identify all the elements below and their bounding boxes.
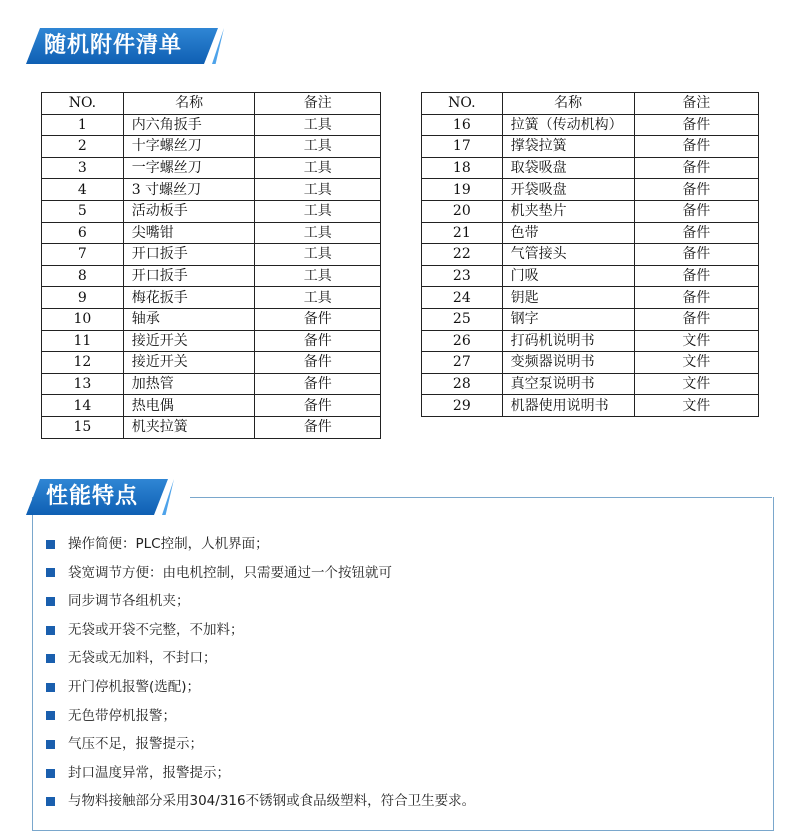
feature-item (46, 673, 475, 702)
table-row (42, 330, 381, 352)
features-list (46, 530, 475, 816)
cell-note: 工具 (255, 136, 381, 158)
cell-no: 23 (422, 265, 503, 287)
feature-item (46, 787, 475, 816)
features-frame-topline (190, 497, 772, 498)
table-row (42, 395, 381, 417)
feature-item (46, 730, 475, 759)
table-row (42, 200, 381, 222)
cell-name: 开口扳手 (123, 265, 255, 287)
table-row (422, 352, 759, 374)
cell-no: 10 (42, 308, 124, 330)
cell-note: 文件 (634, 330, 758, 352)
feature-text: 袋宽调节方便：由电机控制，只需要通过一个按钮就可 (68, 564, 392, 581)
cell-no: 7 (42, 244, 124, 266)
cell-name: 拉簧（传动机构） (502, 114, 634, 136)
cell-no: 2 (42, 136, 124, 158)
table-row (422, 308, 759, 330)
cell-name: 气管接头 (502, 244, 634, 266)
cell-name: 撑袋拉簧 (502, 136, 634, 158)
table-row (422, 373, 759, 395)
cell-name: 梅花扳手 (123, 287, 255, 309)
square-bullet-icon (46, 540, 55, 549)
cell-no: 5 (42, 200, 124, 222)
table-row (422, 287, 759, 309)
cell-name: 机夹垫片 (502, 200, 634, 222)
cell-name: 开袋吸盘 (502, 179, 634, 201)
column-header-note: 备注 (255, 93, 381, 115)
feature-text: 与物料接触部分采用304/316不锈钢或食品级塑料，符合卫生要求。 (68, 793, 476, 810)
cell-name: 门吸 (502, 265, 634, 287)
cell-note: 工具 (255, 244, 381, 266)
table-row (422, 114, 759, 136)
cell-note: 备件 (634, 114, 758, 136)
feature-text: 操作简便：PLC控制，人机界面； (68, 536, 269, 552)
cell-note: 工具 (255, 114, 381, 136)
table-header-row (42, 93, 381, 115)
feature-text: 无色带停机报警； (68, 707, 176, 724)
cell-name: 接近开关 (123, 330, 255, 352)
cell-no: 3 (42, 157, 124, 179)
cell-note: 备件 (634, 222, 758, 244)
column-header-no: NO. (42, 93, 124, 115)
cell-name: 变频器说明书 (502, 352, 634, 374)
cell-no: 27 (422, 352, 503, 374)
cell-note: 备件 (255, 416, 381, 438)
cell-no: 13 (42, 373, 124, 395)
feature-item (46, 530, 475, 559)
cell-no: 26 (422, 330, 503, 352)
table-row (422, 157, 759, 179)
square-bullet-icon (46, 597, 55, 606)
features-title: 性能特点 (46, 484, 139, 509)
square-bullet-icon (46, 568, 55, 577)
cell-no: 22 (422, 244, 503, 266)
cell-note: 备件 (255, 330, 381, 352)
cell-no: 20 (422, 200, 503, 222)
cell-no: 24 (422, 287, 503, 309)
square-bullet-icon (46, 654, 55, 663)
cell-note: 备件 (634, 136, 758, 158)
table-row (422, 200, 759, 222)
cell-name: 钥匙 (502, 287, 634, 309)
cell-no: 18 (422, 157, 503, 179)
cell-no: 19 (422, 179, 503, 201)
table-row (422, 395, 759, 417)
column-header-no: NO. (422, 93, 503, 115)
cell-no: 12 (42, 352, 124, 374)
feature-text: 同步调节各组机夹； (68, 593, 190, 610)
cell-no: 14 (42, 395, 124, 417)
cell-no: 11 (42, 330, 124, 352)
cell-name: 钢字 (502, 308, 634, 330)
cell-name: 开口扳手 (123, 244, 255, 266)
table-row (42, 157, 381, 179)
table-row (42, 114, 381, 136)
cell-name: 机器使用说明书 (502, 395, 634, 417)
table-row (42, 308, 381, 330)
cell-note: 工具 (255, 157, 381, 179)
cell-note: 备件 (634, 287, 758, 309)
cell-note: 备件 (634, 200, 758, 222)
accessories-table-left (41, 92, 381, 439)
accessories-table-right (421, 92, 759, 417)
accessories-title: 随机附件清单 (44, 33, 183, 58)
cell-note: 备件 (255, 308, 381, 330)
cell-note: 文件 (634, 352, 758, 374)
cell-name: 真空泵说明书 (502, 373, 634, 395)
cell-name: 活动板手 (123, 200, 255, 222)
square-bullet-icon (46, 711, 55, 720)
cell-name: 3 寸螺丝刀 (123, 179, 255, 201)
table-row (42, 136, 381, 158)
feature-item (46, 616, 475, 645)
cell-name: 一字螺丝刀 (123, 157, 255, 179)
square-bullet-icon (46, 797, 55, 806)
column-header-note: 备注 (634, 93, 758, 115)
table-row (42, 179, 381, 201)
cell-note: 文件 (634, 373, 758, 395)
feature-item (46, 587, 475, 616)
cell-no: 6 (42, 222, 124, 244)
square-bullet-icon (46, 740, 55, 749)
cell-no: 17 (422, 136, 503, 158)
table-row (42, 373, 381, 395)
cell-note: 工具 (255, 222, 381, 244)
cell-no: 9 (42, 287, 124, 309)
feature-item (46, 702, 475, 731)
cell-note: 工具 (255, 200, 381, 222)
table-row (422, 265, 759, 287)
cell-no: 21 (422, 222, 503, 244)
cell-note: 备件 (634, 244, 758, 266)
table-row (422, 330, 759, 352)
cell-no: 25 (422, 308, 503, 330)
cell-no: 15 (42, 416, 124, 438)
cell-no: 16 (422, 114, 503, 136)
table-row (42, 287, 381, 309)
cell-note: 备件 (255, 373, 381, 395)
feature-text: 封口温度异常，报警提示； (68, 764, 230, 781)
cell-note: 工具 (255, 265, 381, 287)
square-bullet-icon (46, 683, 55, 692)
feature-text: 气压不足，报警提示； (68, 736, 203, 753)
cell-note: 备件 (634, 308, 758, 330)
cell-name: 十字螺丝刀 (123, 136, 255, 158)
cell-name: 尖嘴钳 (123, 222, 255, 244)
table-row (42, 222, 381, 244)
feature-text: 无袋或开袋不完整，不加料； (68, 621, 244, 638)
cell-no: 28 (422, 373, 503, 395)
table-row (42, 265, 381, 287)
table-row (42, 352, 381, 374)
cell-note: 备件 (255, 352, 381, 374)
cell-name: 取袋吸盘 (502, 157, 634, 179)
table-row (422, 222, 759, 244)
table-header-row (422, 93, 759, 115)
cell-name: 色带 (502, 222, 634, 244)
cell-no: 1 (42, 114, 124, 136)
table-row (42, 416, 381, 438)
cell-name: 加热管 (123, 373, 255, 395)
cell-note: 文件 (634, 395, 758, 417)
cell-note: 工具 (255, 179, 381, 201)
cell-name: 轴承 (123, 308, 255, 330)
column-header-name: 名称 (123, 93, 255, 115)
table-row (42, 244, 381, 266)
cell-note: 备件 (634, 157, 758, 179)
cell-name: 接近开关 (123, 352, 255, 374)
column-header-name: 名称 (502, 93, 634, 115)
feature-item (46, 559, 475, 588)
feature-text: 无袋或无加料，不封口； (68, 650, 217, 667)
cell-no: 29 (422, 395, 503, 417)
cell-note: 备件 (255, 395, 381, 417)
table-row (422, 179, 759, 201)
cell-name: 热电偶 (123, 395, 255, 417)
cell-name: 机夹拉簧 (123, 416, 255, 438)
cell-note: 备件 (634, 265, 758, 287)
cell-no: 4 (42, 179, 124, 201)
feature-item (46, 644, 475, 673)
cell-no: 8 (42, 265, 124, 287)
cell-name: 打码机说明书 (502, 330, 634, 352)
feature-text: 开门停机报警(选配)； (68, 678, 201, 695)
feature-item (46, 759, 475, 788)
table-row (422, 136, 759, 158)
cell-note: 备件 (634, 179, 758, 201)
square-bullet-icon (46, 626, 55, 635)
square-bullet-icon (46, 769, 55, 778)
cell-name: 内六角扳手 (123, 114, 255, 136)
cell-note: 工具 (255, 287, 381, 309)
table-row (422, 244, 759, 266)
